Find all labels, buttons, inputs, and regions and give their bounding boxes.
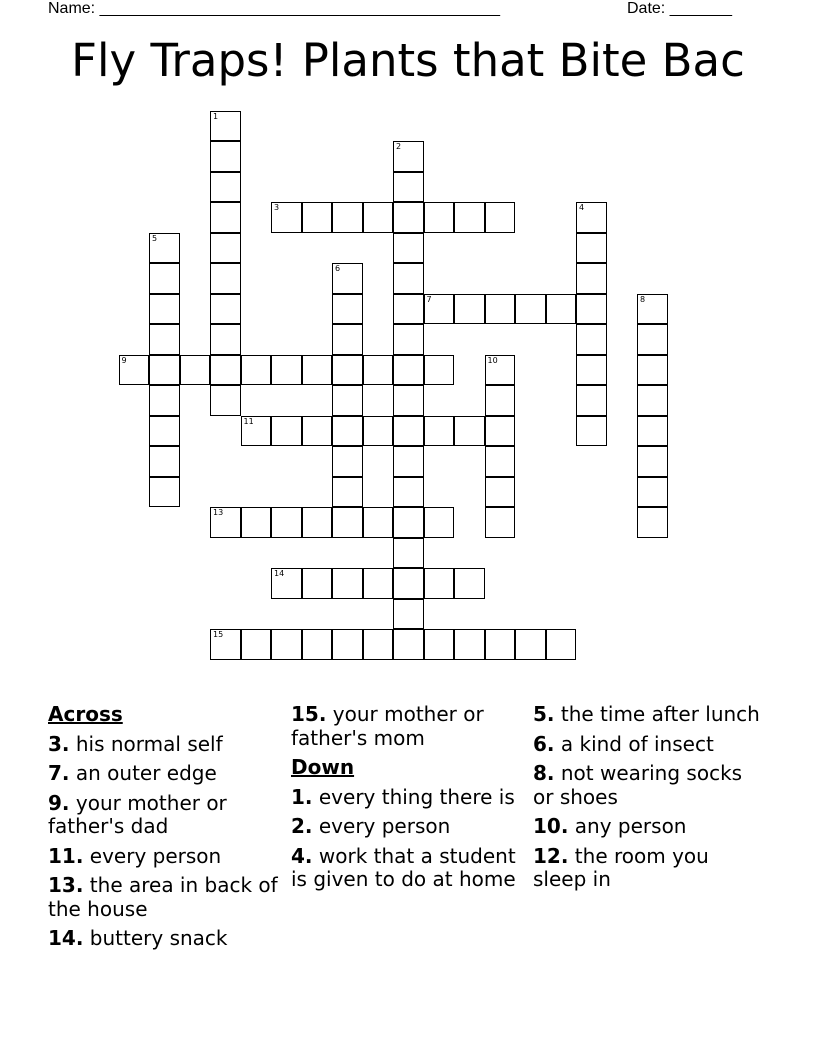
grid-cell[interactable] xyxy=(393,446,424,477)
down-heading: Down xyxy=(291,755,355,779)
grid-cell[interactable] xyxy=(393,294,424,325)
clue-column-3 xyxy=(533,703,765,898)
clue-item xyxy=(48,845,280,869)
grid-cell[interactable] xyxy=(302,629,333,660)
grid-cell[interactable] xyxy=(637,446,668,477)
clue-text: every person xyxy=(83,843,222,868)
clue-item xyxy=(533,703,765,727)
grid-cell[interactable] xyxy=(332,477,363,508)
clue-number-label: 10. xyxy=(533,814,569,838)
grid-cell[interactable] xyxy=(210,385,241,416)
grid-cell[interactable] xyxy=(485,202,516,233)
grid-cell[interactable] xyxy=(332,324,363,355)
grid-cell[interactable] xyxy=(637,324,668,355)
grid-cell[interactable] xyxy=(424,294,455,325)
clue-number: 10 xyxy=(487,355,498,365)
grid-cell[interactable] xyxy=(302,568,333,599)
grid-cell[interactable] xyxy=(637,385,668,416)
grid-cell[interactable] xyxy=(210,294,241,325)
grid-cell[interactable] xyxy=(271,507,302,538)
clue-number: 4 xyxy=(579,203,585,212)
clue-number-label: 12. xyxy=(533,843,569,868)
clue-column-2 xyxy=(291,703,523,898)
grid-cell[interactable] xyxy=(332,202,363,233)
grid-cell[interactable] xyxy=(454,202,485,233)
grid-cell[interactable] xyxy=(393,599,424,630)
grid-cell[interactable] xyxy=(241,507,272,538)
clue-item xyxy=(291,815,523,839)
grid-cell[interactable] xyxy=(424,355,455,386)
grid-cell[interactable] xyxy=(210,263,241,294)
grid-cell[interactable] xyxy=(332,294,363,325)
grid-cell[interactable] xyxy=(393,233,424,264)
grid-cell[interactable] xyxy=(332,263,363,294)
clue-number-label: 4. xyxy=(291,843,313,868)
grid-cell[interactable] xyxy=(149,446,180,477)
grid-cell[interactable] xyxy=(576,385,607,416)
grid-cell[interactable] xyxy=(332,507,363,538)
clue-number: 6 xyxy=(335,264,341,273)
grid-cell[interactable] xyxy=(271,355,302,386)
page-title: Fly Traps! Plants that Bite Bac xyxy=(71,34,745,87)
clue-text: buttery snack xyxy=(83,926,228,950)
grid-cell[interactable] xyxy=(363,507,394,538)
clue-number-label: 8. xyxy=(533,761,555,785)
grid-cell[interactable] xyxy=(637,477,668,508)
clue-item xyxy=(291,845,523,892)
clue-item xyxy=(533,845,765,892)
grid-cell[interactable] xyxy=(576,416,607,447)
clue-item xyxy=(291,703,523,750)
grid-cell[interactable] xyxy=(210,233,241,264)
clue-text: an outer edge xyxy=(69,761,217,785)
grid-cell[interactable] xyxy=(576,202,607,233)
clue-text: not wearing socks or shoes xyxy=(533,761,743,809)
date-field[interactable]: Date: _______ xyxy=(627,0,732,17)
grid-cell[interactable] xyxy=(393,629,424,660)
grid-cell[interactable] xyxy=(393,324,424,355)
grid-cell[interactable] xyxy=(637,416,668,447)
grid-cell[interactable] xyxy=(515,629,546,660)
clue-number-label: 6. xyxy=(533,731,555,756)
grid-cell[interactable] xyxy=(485,294,516,325)
grid-cell[interactable] xyxy=(485,355,516,386)
grid-cell[interactable] xyxy=(210,507,241,538)
clue-item xyxy=(533,762,765,809)
grid-cell[interactable] xyxy=(149,385,180,416)
grid-cell[interactable] xyxy=(149,355,180,386)
clue-number: 8 xyxy=(640,294,646,304)
grid-cell[interactable] xyxy=(485,446,516,477)
grid-cell[interactable] xyxy=(393,202,424,233)
grid-cell[interactable] xyxy=(424,629,455,660)
grid-cell[interactable] xyxy=(302,355,333,386)
grid-cell[interactable] xyxy=(393,141,424,172)
clue-column-1 xyxy=(48,703,280,957)
grid-cell[interactable] xyxy=(302,507,333,538)
clue-number-label: 2. xyxy=(291,814,313,838)
clue-number: 1 xyxy=(213,111,219,121)
grid-cell[interactable] xyxy=(363,568,394,599)
clue-item xyxy=(533,733,765,757)
grid-cell[interactable] xyxy=(576,355,607,386)
grid-cell[interactable] xyxy=(424,507,455,538)
grid-cell[interactable] xyxy=(332,416,363,447)
grid-cell[interactable] xyxy=(271,202,302,233)
grid-cell[interactable] xyxy=(393,263,424,294)
grid-cell[interactable] xyxy=(210,355,241,386)
grid-cell[interactable] xyxy=(241,629,272,660)
clue-text: the time after lunch xyxy=(554,702,760,726)
grid-cell[interactable] xyxy=(149,233,180,264)
across-heading: Across xyxy=(48,702,123,726)
grid-cell[interactable] xyxy=(485,477,516,508)
grid-cell[interactable] xyxy=(210,202,241,233)
grid-cell[interactable] xyxy=(393,507,424,538)
clue-number: 14 xyxy=(274,569,285,578)
grid-cell[interactable] xyxy=(576,233,607,264)
grid-cell[interactable] xyxy=(546,629,577,660)
grid-cell[interactable] xyxy=(393,172,424,203)
clue-text: a kind of insect xyxy=(554,731,714,756)
grid-cell[interactable] xyxy=(576,324,607,355)
grid-cell[interactable] xyxy=(210,324,241,355)
clue-text: the room you sleep in xyxy=(533,843,709,891)
clue-item xyxy=(48,762,280,786)
grid-cell[interactable] xyxy=(363,629,394,660)
grid-cell[interactable] xyxy=(210,111,241,142)
grid-cell[interactable] xyxy=(149,477,180,508)
grid-cell[interactable] xyxy=(454,416,485,447)
grid-cell[interactable] xyxy=(454,568,485,599)
grid-cell[interactable] xyxy=(363,416,394,447)
grid-cell[interactable] xyxy=(637,355,668,386)
grid-cell[interactable] xyxy=(271,629,302,660)
clue-item xyxy=(533,815,765,839)
grid-cell[interactable] xyxy=(363,355,394,386)
clue-number: 7 xyxy=(426,294,432,304)
clue-text: every thing there is xyxy=(312,784,515,809)
grid-cell[interactable] xyxy=(180,355,211,386)
grid-cell[interactable] xyxy=(332,385,363,416)
clue-item xyxy=(291,786,523,810)
grid-cell[interactable] xyxy=(393,477,424,508)
grid-cell[interactable] xyxy=(637,294,668,325)
clue-item xyxy=(48,733,280,757)
grid-cell[interactable] xyxy=(119,355,150,386)
grid-cell[interactable] xyxy=(332,355,363,386)
clue-number: 3 xyxy=(274,203,280,212)
grid-cell[interactable] xyxy=(332,629,363,660)
grid-cell[interactable] xyxy=(485,629,516,660)
grid-cell[interactable] xyxy=(576,263,607,294)
clue-number-label: 15. xyxy=(291,702,327,726)
grid-cell[interactable] xyxy=(149,416,180,447)
clue-number-label: 5. xyxy=(533,702,555,726)
clue-number: 2 xyxy=(396,142,402,151)
clue-number-label: 7. xyxy=(48,761,70,785)
name-field[interactable]: Name: _____________________________________________ xyxy=(48,0,500,17)
grid-cell[interactable] xyxy=(241,355,272,386)
grid-cell[interactable] xyxy=(363,202,394,233)
grid-cell[interactable] xyxy=(393,538,424,569)
grid-cell[interactable] xyxy=(149,263,180,294)
grid-cell[interactable] xyxy=(149,324,180,355)
clue-number: 13 xyxy=(213,508,224,517)
grid-cell[interactable] xyxy=(454,629,485,660)
grid-cell[interactable] xyxy=(485,385,516,416)
clue-text: work that a student is given to do at home xyxy=(291,843,516,891)
clue-text: his normal self xyxy=(69,731,223,756)
grid-cell[interactable] xyxy=(424,416,455,447)
grid-cell[interactable] xyxy=(271,416,302,447)
grid-cell[interactable] xyxy=(546,294,577,325)
grid-cell[interactable] xyxy=(576,294,607,325)
clue-number-label: 1. xyxy=(291,784,313,809)
clue-item xyxy=(48,874,280,921)
clue-number-label: 14. xyxy=(48,926,84,950)
grid-cell[interactable] xyxy=(485,416,516,447)
grid-cell[interactable] xyxy=(332,446,363,477)
grid-cell[interactable] xyxy=(210,141,241,172)
clue-number: 9 xyxy=(121,355,127,365)
clue-text: your mother or father's dad xyxy=(48,790,227,838)
grid-cell[interactable] xyxy=(393,385,424,416)
grid-cell[interactable] xyxy=(149,294,180,325)
clue-text: any person xyxy=(568,814,687,838)
grid-cell[interactable] xyxy=(393,568,424,599)
grid-cell[interactable] xyxy=(424,568,455,599)
clue-text: your mother or father's mom xyxy=(291,702,484,750)
grid-cell[interactable] xyxy=(332,568,363,599)
grid-cell[interactable] xyxy=(485,507,516,538)
clue-item xyxy=(48,927,280,951)
grid-cell[interactable] xyxy=(302,202,333,233)
clue-item xyxy=(48,792,280,839)
clue-number-label: 13. xyxy=(48,873,84,897)
clue-text: the area in back of the house xyxy=(48,873,278,921)
clue-text: every person xyxy=(312,814,451,838)
clue-number-label: 9. xyxy=(48,790,70,815)
clue-number-label: 3. xyxy=(48,731,70,756)
grid-cell[interactable] xyxy=(424,202,455,233)
grid-cell[interactable] xyxy=(210,629,241,660)
grid-cell[interactable] xyxy=(454,294,485,325)
grid-cell[interactable] xyxy=(271,568,302,599)
grid-cell[interactable] xyxy=(302,416,333,447)
clue-number-label: 11. xyxy=(48,843,84,868)
grid-cell[interactable] xyxy=(241,416,272,447)
grid-cell[interactable] xyxy=(393,416,424,447)
clue-number: 11 xyxy=(243,416,254,426)
grid-cell[interactable] xyxy=(393,355,424,386)
clue-number: 5 xyxy=(152,233,158,243)
grid-cell[interactable] xyxy=(515,294,546,325)
clue-number: 15 xyxy=(213,630,224,639)
grid-cell[interactable] xyxy=(210,172,241,203)
grid-cell[interactable] xyxy=(637,507,668,538)
